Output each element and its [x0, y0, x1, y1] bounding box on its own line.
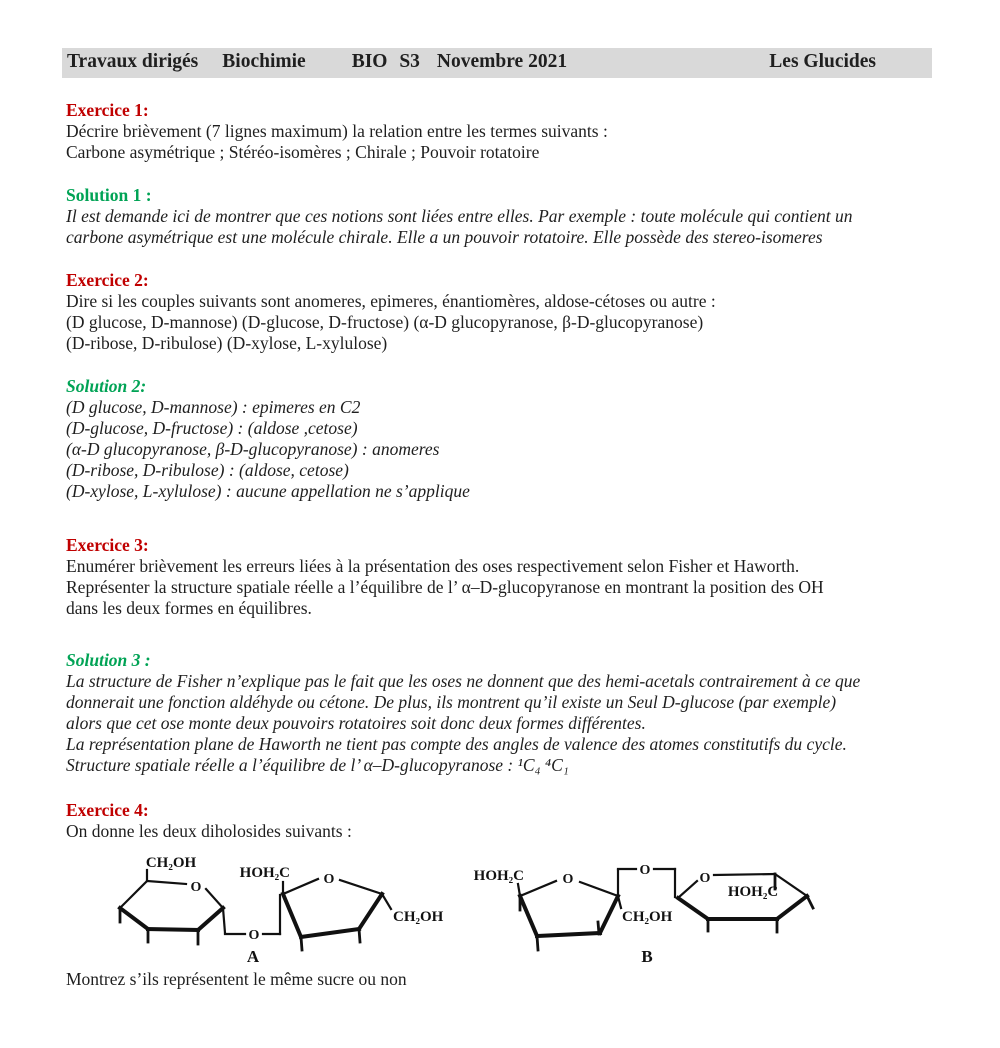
solution-2-line-2: (D-glucose, D-fructose) : (aldose ,cetose) — [66, 418, 358, 438]
label-a-glucose-ch2oh: CH₂OH — [145, 855, 197, 871]
label-a-fructose-hoh2c: HOH₂C — [239, 865, 290, 881]
exercice-2-line-2: (D glucose, D-mannose) (D-glucose, D-fructose) (α-D glucopyranose, β-D-glucopyranose) — [66, 312, 704, 332]
document-page — [0, 48, 1000, 1048]
header-date: Novembre 2021 — [436, 51, 568, 72]
diholosides-figure — [0, 854, 1000, 966]
exercice-4-section — [66, 800, 960, 842]
exercice-3-title: Exercice 3: — [66, 535, 149, 555]
solution-3-line-4: La représentation plane de Haworth ne tient pas compte des angles de valence des atomes constitutifs du cycle. — [66, 734, 847, 754]
exercice-3-line-1: Enumérer brièvement les erreurs liées à la présentation des oses respectivement selon Fisher et Haworth. — [66, 556, 800, 576]
solution-3-line-1: La structure de Fisher n’explique pas le fait que les oses ne donnent que des hemi-acetals contrairement à ce que — [66, 671, 861, 691]
solution-1-section — [66, 185, 960, 248]
label-a-bridge-oxygen: O — [248, 928, 260, 943]
solution-3-line-3: alors que cet ose monte deux pouvoirs rotatoires soit donc deux formes différentes. — [66, 713, 646, 733]
exercice-3-section — [66, 535, 960, 619]
header-module: BIO S3 — [351, 51, 420, 72]
exercice-2-line-3: (D-ribose, D-ribulose) (D-xylose, L-xylulose) — [66, 333, 388, 353]
exercice-1-section — [66, 100, 960, 163]
structure-a-pyranose-ring — [120, 855, 223, 944]
label-b-fructose-hoh2c: HOH₂C — [473, 868, 524, 884]
solution-3-title: Solution 3 : — [66, 650, 151, 670]
solution-2-line-3: (α-D glucopyranose, β-D-glucopyranose) : anomeres — [66, 439, 440, 459]
solution-1-title: Solution 1 : — [66, 185, 152, 205]
exercice-1-title: Exercice 1: — [66, 100, 149, 120]
structure-a-glycosidic-bridge — [223, 895, 280, 943]
label-b-furanose-ring-oxygen: O — [562, 872, 574, 887]
label-b-bridge-oxygen: O — [639, 863, 651, 878]
solution-2-line-4: (D-ribose, D-ribulose) : (aldose, cetose) — [66, 460, 349, 480]
label-structure-b-tag: B — [641, 947, 653, 966]
exercice-2-line-1: Dire si les couples suivants sont anomeres, epimeres, énantiomères, aldose-cétoses ou autre : — [66, 291, 716, 311]
exercice-4-title: Exercice 4: — [66, 800, 149, 820]
label-b-pyranose-ring-oxygen: O — [699, 871, 711, 886]
structure-b-pyranose-ring — [678, 871, 813, 932]
solution-3-line-2: donnerait une fonction aldéhyde ou cétone. De plus, ils montrent qu’il existe un Seul D-glucose (par exemple) — [66, 692, 837, 712]
solution-2-title: Solution 2: — [66, 376, 147, 396]
diholoside-structures-drawing — [0, 854, 1000, 966]
solution-3-line-5: Structure spatiale réelle a l’équilibre de l’ α–D-glucopyranose : ¹C₄ ⁴C₁ — [66, 755, 569, 775]
exercice-2-title: Exercice 2: — [66, 270, 149, 290]
exercice-2-section — [66, 270, 960, 354]
label-a-furanose-ring-oxygen: O — [323, 872, 335, 887]
solution-3-section — [66, 650, 960, 776]
structure-a-furanose-ring — [240, 865, 444, 966]
solution-1-line-2: carbone asymétrique est une molécule chirale. Elle a un pouvoir rotatoire. Elle possède des stereo-isomeres — [66, 227, 823, 247]
document-body — [66, 100, 960, 990]
exercice-4-line-1: On donne les deux diholosides suivants : — [66, 821, 352, 841]
label-structure-a-tag: A — [246, 947, 260, 966]
structure-b-furanose-ring — [474, 868, 673, 966]
exercice-3-line-3: dans les deux formes en équilibres. — [66, 598, 312, 618]
exercice-1-line-2: Carbone asymétrique ; Stéréo-isomères ; Chirale ; Pouvoir rotatoire — [66, 142, 540, 162]
solution-2-section — [66, 376, 960, 502]
label-a-fructose-ch2oh: CH₂OH — [393, 909, 444, 925]
header-subject: Biochimie — [222, 51, 306, 72]
solution-1-line-1: Il est demande ici de montrer que ces notions sont liées entre elles. Par exemple : toute molécule qui contient un — [66, 206, 853, 226]
exercice-3-line-2: Représenter la structure spatiale réelle a l’équilibre de l’ α–D-glucopyranose en montrant la position des OH — [66, 577, 824, 597]
exercice-4-question-line: Montrez s’ils représentent le même sucre ou non — [66, 969, 407, 989]
label-b-glucose-hoh2c: HOH₂C — [727, 884, 779, 900]
document-header-bar — [62, 48, 932, 78]
exercice-1-line-1: Décrire brièvement (7 lignes maximum) la relation entre les termes suivants : — [66, 121, 608, 141]
structure-b-glycosidic-bridge — [618, 863, 675, 897]
label-a-pyranose-ring-oxygen: O — [190, 880, 202, 895]
label-b-fructose-ch2oh: CH₂OH — [622, 909, 673, 925]
header-topic: Les Glucides — [769, 51, 876, 72]
solution-2-line-1: (D glucose, D-mannose) : epimeres en C2 — [66, 397, 361, 417]
header-course-type: Travaux dirigés — [67, 51, 199, 72]
solution-2-line-5: (D-xylose, L-xylulose) : aucune appellation ne s’applique — [66, 481, 470, 501]
